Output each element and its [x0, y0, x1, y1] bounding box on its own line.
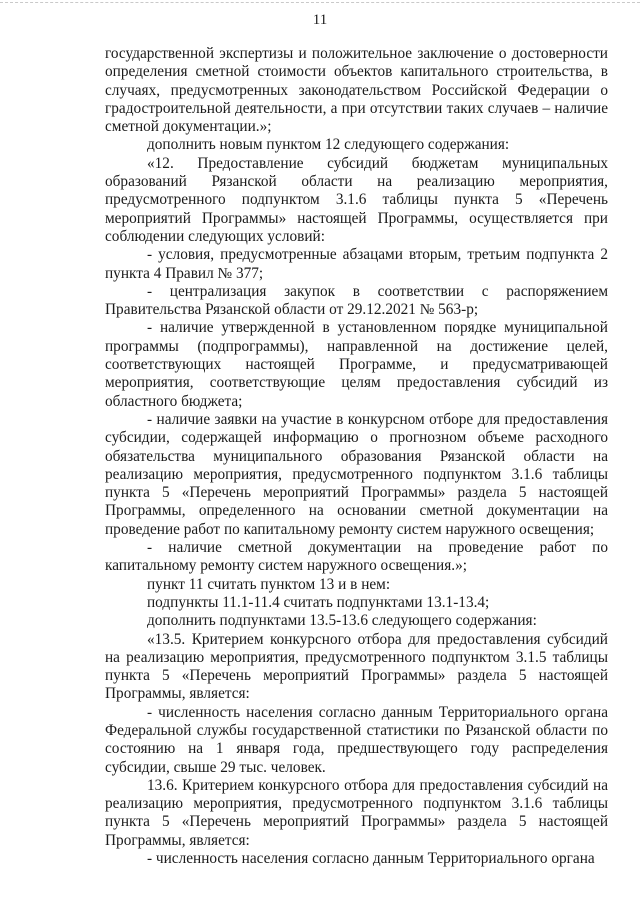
paragraph: государственной экспертизы и положительное заключение о достоверности определения сметной стоимости объектов капитального строительства, в случаях, предусмотренных законодательством Российской Федерации о градостроительной деятельности, а при отсутствии таких случаев – наличие сметной документации.»;	[105, 45, 608, 136]
paragraph: дополнить подпунктами 13.5-13.6 следующего содержания:	[147, 612, 537, 630]
top-scan-rule	[0, 2, 640, 4]
paragraph: «12. Предоставление субсидий бюджетам муниципальных образований Рязанской области на реализацию мероприятия, предусмотренного подпунктом 3.1.6 таблицы пункта 5 «Перечень мероприятий Программы» настоящей Программы, осуществляется при соблюдении следующих условий:	[105, 154, 608, 245]
list-item: - централизация закупок в соответствии с распоряжением Правительства Рязанской области от 29.12.2021 № 563-р;	[105, 282, 608, 319]
document-body	[105, 45, 608, 868]
paragraph: дополнить новым пунктом 12 следующего содержания:	[147, 136, 510, 154]
paragraph: подпункты 11.1-11.4 считать подпунктами 13.1-13.4;	[147, 593, 490, 611]
list-item: - наличие сметной документации на проведение работ по капитальному ремонту систем наружного освещения.»;	[105, 539, 608, 575]
paragraph: пункт 11 считать пунктом 13 и в нем:	[147, 575, 391, 593]
paragraph: «13.5. Критерием конкурсного отбора для предоставления субсидий на реализацию мероприятия, предусмотренного подпунктом 3.1.5 таблицы пункта 5 «Перечень мероприятий Программы» раздела 5 настоящей Программы, является:	[105, 630, 608, 703]
page-number: 11	[312, 12, 328, 28]
list-item: - наличие заявки на участие в конкурсном отборе для предоставления субсидии, содержащей информацию о прогнозном объеме расходного обязательства муниципального образования Рязанской области на реализацию мероприятия, предусмотренного подпунктом 3.1.6 таблицы пункта 5 «Перечень мероприятий Программы» раздела 5 настоящей Программы, определенного на основании сметной документации на проведение работ по капитальному ремонту систем наружного освещения;	[105, 410, 608, 538]
list-item: - условия, предусмотренные абзацами вторым, третьим подпункта 2 пункта 4 Правил № 377;	[105, 246, 608, 282]
list-item: - численность населения согласно данным Территориального органа Федеральной службы государственной статистики по Рязанской области по состоянию на 1 января года, предшествующего году распределения субсидии, свыше 29 тыс. человек.	[105, 703, 608, 776]
paragraph: 13.6. Критерием конкурсного отбора для предоставления субсидий на реализацию мероприятия, предусмотренного подпунктом 3.1.6 таблицы пункта 5 «Перечень мероприятий Программы» раздела 5 настоящей Программы, является:	[105, 776, 608, 849]
list-item: - наличие утвержденной в установленном порядке муниципальной программы (подпрограммы), направленной на достижение целей, соответствующих настоящей Программе, и предусматривающей мероприятия, соответствующие целям предоставления субсидий из областного бюджета;	[105, 319, 608, 410]
list-item: - численность населения согласно данным Территориального органа	[147, 850, 595, 868]
